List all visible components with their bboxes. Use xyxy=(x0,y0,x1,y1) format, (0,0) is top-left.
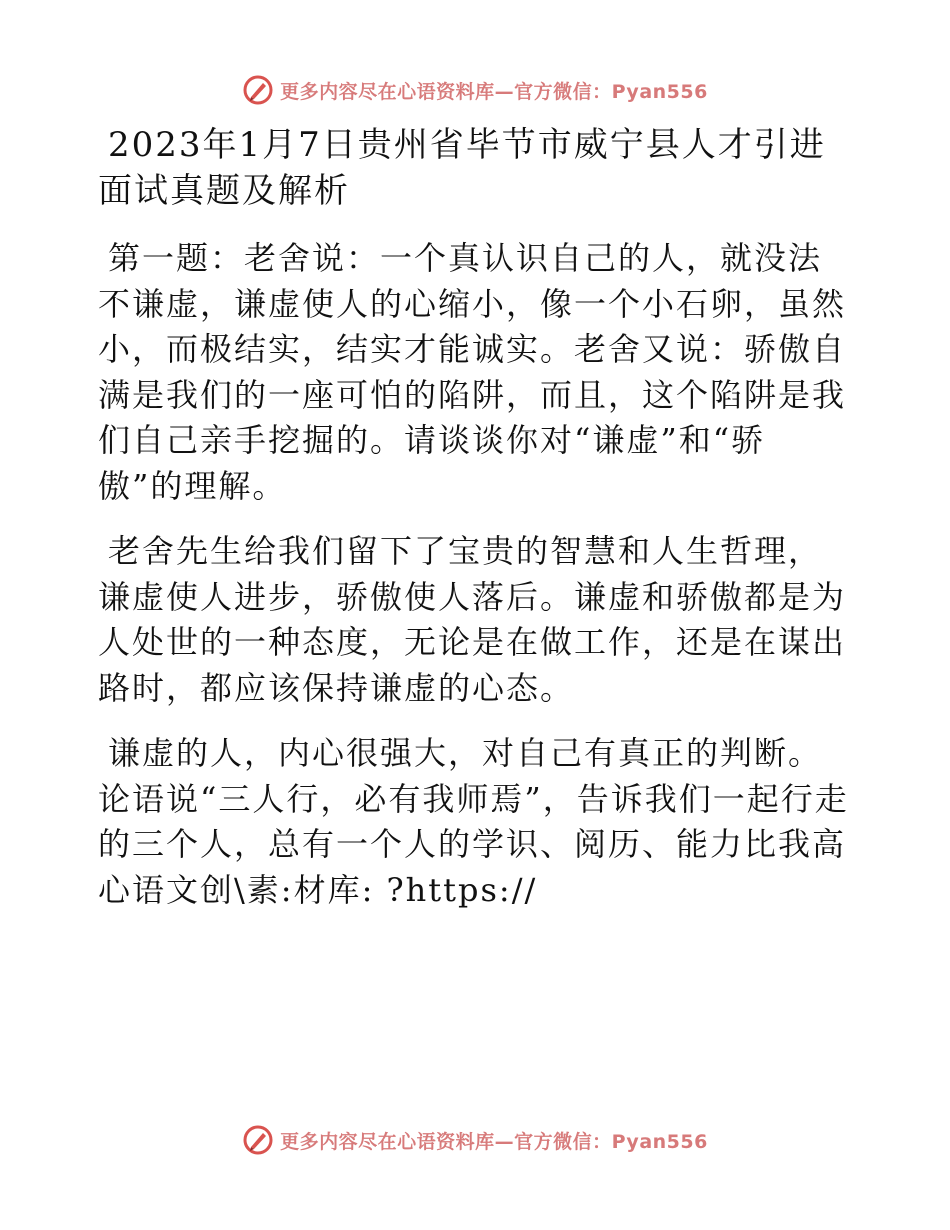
header-watermark-banner xyxy=(0,70,950,110)
paragraph-question-1: 第一题：老舍说：一个真认识自己的人，就没法不谦虚，谦虚使人的心缩小，像一个小石卵，虽然小，而极结实，结实才能诚实。老舍又说：骄傲自满是我们的一座可怕的陷阱，而且，这个陷阱是我们自己亲手挖掘的。请谈谈你对“谦虚”和“骄傲”的理解。 xyxy=(98,239,847,505)
document-body xyxy=(98,122,850,933)
paragraph-answer-humility: 谦虚的人，内心很强大，对自己有真正的判断。论语说“三人行，必有我师焉”，告诉我们一起行走的三个人，总有一个人的学识、阅历、能力比我高心语文创\素:材库: ?https:// xyxy=(98,734,849,909)
pen-logo-icon xyxy=(242,74,274,106)
paragraph-answer-intro: 老舍先生给我们留下了宝贵的智慧和人生哲理，谦虚使人进步，骄傲使人落后。谦虚和骄傲都是为人处世的一种态度，无论是在做工作，还是在谋出路时，都应该保持谦虚的心态。 xyxy=(98,532,847,707)
footer-watermark-banner xyxy=(0,1120,950,1160)
document-title: 2023年1月7日贵州省毕节市威宁县人才引进面试真题及解析 xyxy=(98,125,826,211)
banner-text: 更多内容尽在心语资料库—官方微信：Pyan556 xyxy=(280,1130,708,1153)
banner-text: 更多内容尽在心语资料库—官方微信：Pyan556 xyxy=(280,80,708,103)
pen-logo-icon xyxy=(242,1124,274,1156)
